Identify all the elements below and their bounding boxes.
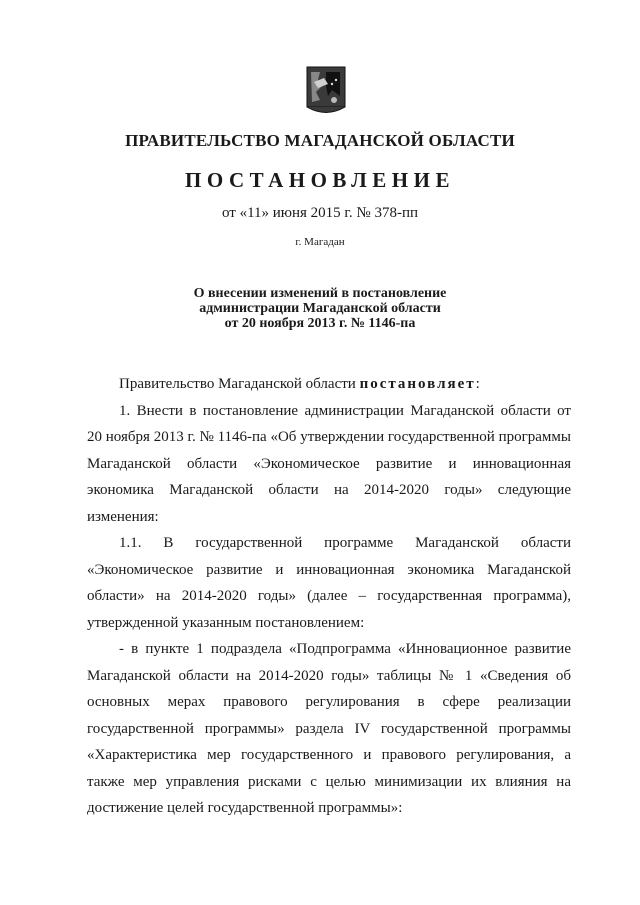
preamble-colon: : — [475, 376, 480, 392]
organization-title: ПРАВИТЕЛЬСТВО МАГАДАНСКОЙ ОБЛАСТИ — [125, 131, 515, 150]
preamble-decree-word: постановляет — [359, 376, 476, 392]
issue-place: г. Магадан — [295, 236, 345, 248]
document-subject — [0, 286, 640, 331]
subject-line-1: О внесении изменений в постановление — [193, 286, 447, 301]
item-1-1: 1.1. В государственной программе Магаданской области «Экономическое развитие и инновационная экономика Магаданской области» на 2014-2020 годы» (далее – государственная программа), утвержденной указанным постановлением: — [87, 535, 571, 631]
document-type: ПОСТАНОВЛЕНИЕ — [185, 168, 455, 192]
item-1: 1. Внести в постановление администрации Магаданской области от 20 ноября 2013 г. № 1146-па «Об утверждении государственной программы Магаданской области «Экономическое развитие и инновационная экономика Магаданской области на 2014-2020 годы» следующие изменения: — [87, 402, 571, 525]
date-number: от «11» июня 2015 г. № 378-пп — [221, 205, 419, 221]
document-body — [87, 371, 571, 822]
coat-of-arms-icon — [306, 66, 346, 116]
subject-line-3: от 20 ноября 2013 г. № 1146-па — [224, 316, 416, 331]
bullet-1: - в пункте 1 подраздела «Подпрограмма «Инновационное развитие Магаданской области на 2014-2020 годы» таблицы № 1 «Сведения об основных мерах правового регулирования в сфере реализации государственной программы» раздела IV государственной программы «Характеристика мер государственного и правового регулирования, а также мер управления рисками с целью минимизации их влияния на достижение целей государственной программы»: — [87, 641, 571, 816]
preamble — [87, 371, 571, 398]
preamble-text: Правительство Магаданской области — [119, 376, 360, 392]
subject-line-2: администрации Магаданской области — [199, 301, 441, 316]
